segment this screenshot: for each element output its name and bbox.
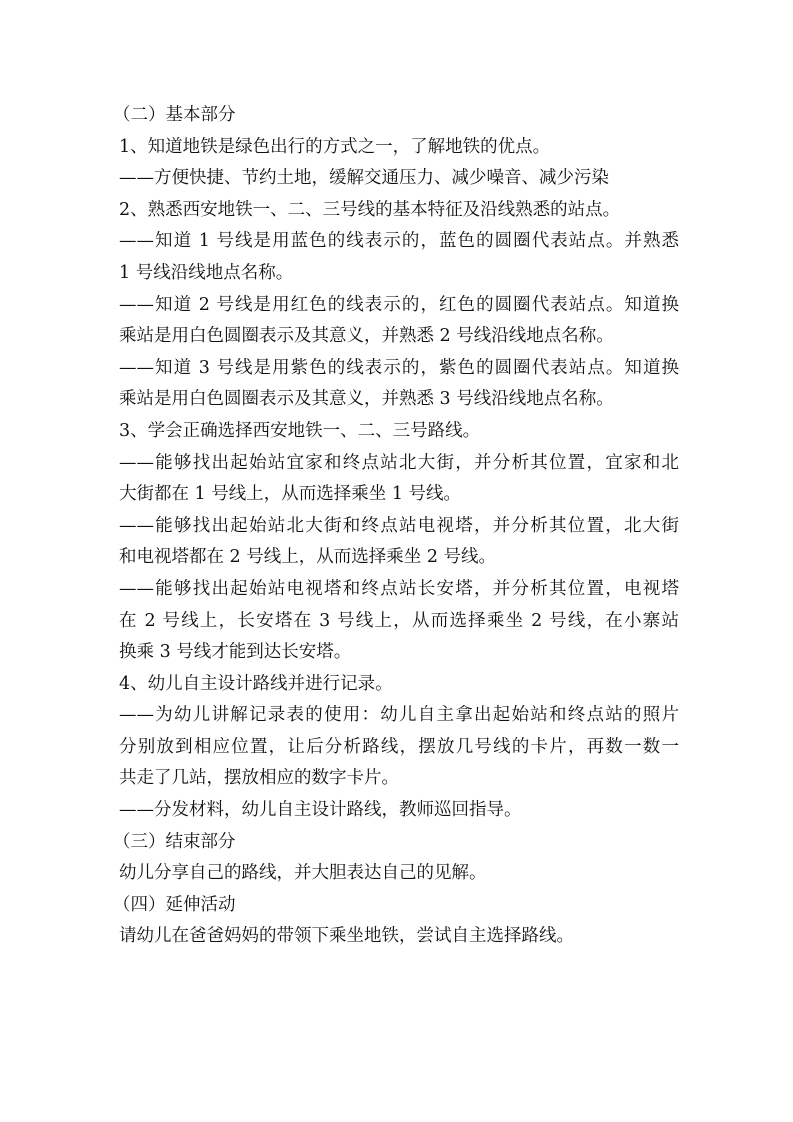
paragraph-line: 分别放到相应位置，让后分析路线，摆放几号线的卡片，再数一数一 bbox=[119, 736, 679, 757]
paragraph-line: 1 号线沿线地点名称。 bbox=[119, 262, 294, 283]
paragraph-line: ——知道 3 号线是用紫色的线表示的，紫色的圆圈代表站点。知道换 bbox=[119, 357, 679, 378]
paragraph-line: 2、熟悉西安地铁一、二、三号线的基本特征及沿线熟悉的站点。 bbox=[119, 199, 621, 220]
paragraph-line: 乘站是用白色圆圈表示及其意义，并熟悉 2 号线沿线地点名称。 bbox=[119, 326, 614, 347]
paragraph-line: ——知道 2 号线是用红色的线表示的，红色的圆圈代表站点。知道换 bbox=[119, 294, 679, 315]
paragraph-line: 大街都在 1 号线上，从而选择乘坐 1 号线。 bbox=[119, 484, 462, 505]
paragraph-line: 请幼儿在爸爸妈妈的带领下乘坐地铁，尝试自主选择路线。 bbox=[119, 926, 574, 947]
paragraph-line: ——能够找出起始站电视塔和终点站长安塔，并分析其位置，电视塔 bbox=[119, 578, 679, 599]
paragraph-line: 乘站是用白色圆圈表示及其意义，并熟悉 3 号线沿线地点名称。 bbox=[119, 389, 614, 410]
paragraph-line: ——分发材料，幼儿自主设计路线，教师巡回指导。 bbox=[119, 800, 522, 821]
paragraph-line: ——为幼儿讲解记录表的使用：幼儿自主拿出起始站和终点站的照片 bbox=[119, 705, 679, 726]
paragraph-line: ——知道 1 号线是用蓝色的线表示的，蓝色的圆圈代表站点。并熟悉 bbox=[119, 231, 679, 252]
paragraph-line: 共走了几站，摆放相应的数字卡片。 bbox=[119, 768, 399, 789]
paragraph-line: ——能够找出起始站宜家和终点站北大街，并分析其位置，宜家和北 bbox=[119, 452, 679, 473]
section-heading: （三）结束部分 bbox=[113, 831, 236, 852]
section-heading: （四）延伸活动 bbox=[113, 894, 236, 915]
paragraph-line: 1、知道地铁是绿色出行的方式之一，了解地铁的优点。 bbox=[119, 136, 551, 157]
paragraph-line: 4、幼儿自主设计路线并进行记录。 bbox=[119, 673, 393, 694]
paragraph-line: 和电视塔都在 2 号线上，从而选择乘坐 2 号线。 bbox=[119, 547, 497, 568]
paragraph-line: 在 2 号线上，长安塔在 3 号线上，从而选择乘坐 2 号线，在小寨站 bbox=[119, 610, 679, 631]
document-body bbox=[113, 100, 679, 953]
section-heading: （二）基本部分 bbox=[113, 105, 236, 125]
paragraph-line: ——方便快捷、节约土地，缓解交通压力、减少噪音、减少污染 bbox=[119, 168, 609, 189]
paragraph-line: ——能够找出起始站北大街和终点站电视塔，并分析其位置，北大街 bbox=[119, 515, 679, 536]
paragraph-line: 换乘 3 号线才能到达长安塔。 bbox=[119, 642, 352, 663]
paragraph-line: 幼儿分享自己的路线，并大胆表达自己的见解。 bbox=[119, 863, 487, 884]
paragraph-line: 3、学会正确选择西安地铁一、二、三号路线。 bbox=[119, 420, 481, 441]
